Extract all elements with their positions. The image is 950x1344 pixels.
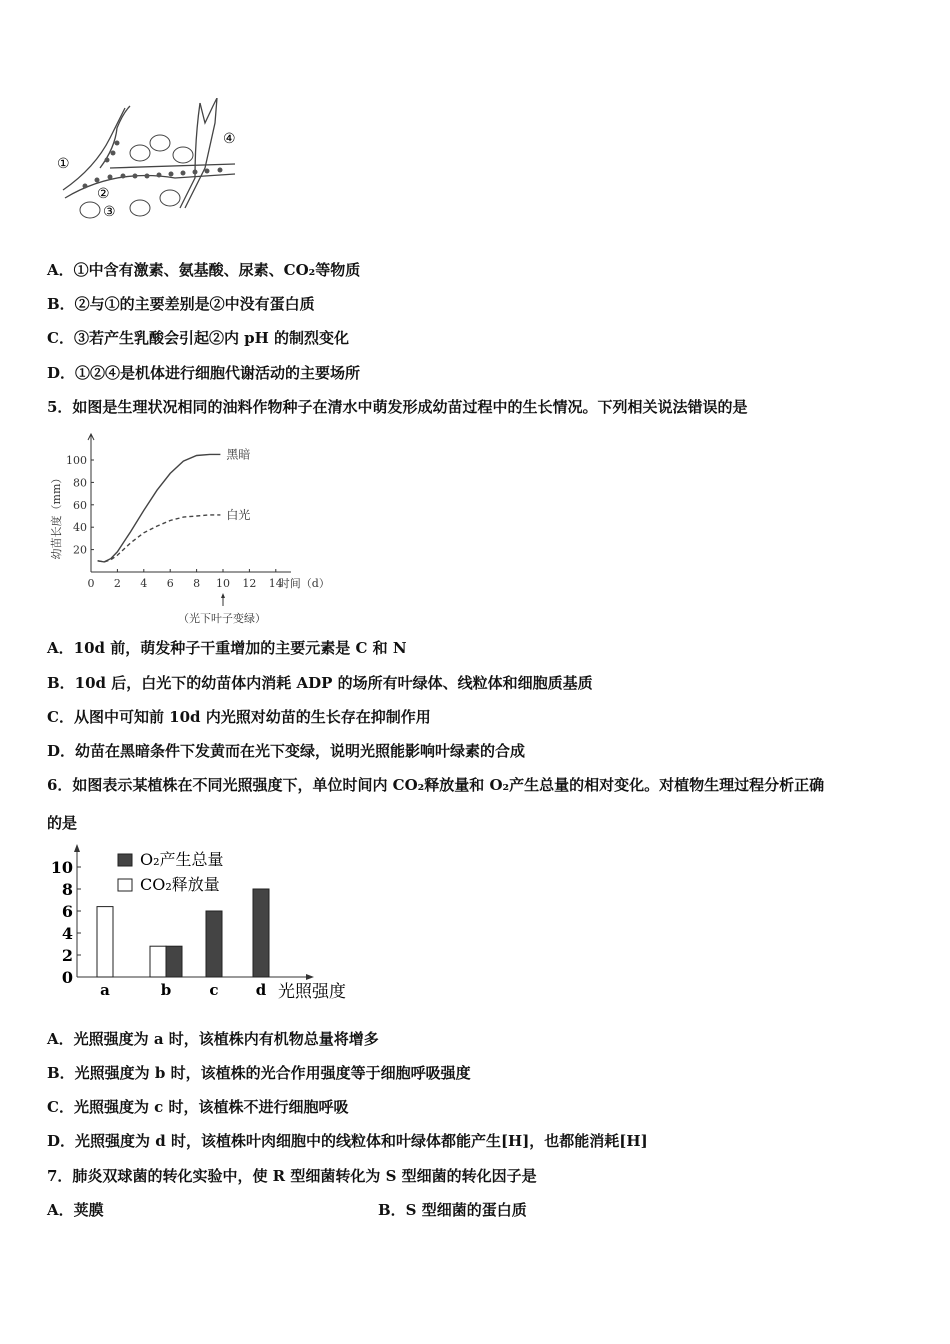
x-tick-label: 12 [242,577,257,590]
q6-option-b: B．光照强度为 b 时，该植株的光合作用强度等于细胞呼吸强度 [47,1064,471,1082]
y-tick-label: 60 [73,498,87,512]
y-axis-label: 幼苗长度（mm） [50,472,63,560]
q5-option-d: D．幼苗在黑暗条件下发黄而在光下变绿，说明光照能影响叶绿素的合成 [47,742,526,760]
q5-option-a: A．10d 前，萌发种子干重增加的主要元素是 C 和 N [47,639,407,657]
q5-option-b: B．10d 后，白光下的幼苗体内消耗 ADP 的场所有叶绿体、线粒体和细胞质基质 [47,674,593,692]
y-tick-label: 2 [61,946,73,965]
bar-o2-b [166,946,182,977]
y-axis-arrow [74,844,80,852]
q5-stem: 5．如图是生理状况相同的油料作物种子在清水中萌发形成幼苗过程中的生长情况。下列相关说法错误的是 [47,398,748,416]
q4-option-d: D．①②④是机体进行细胞代谢活动的主要场所 [47,364,361,382]
x-tick-label: 6 [166,577,174,590]
x-tick-label: a [100,981,110,999]
q4-option-a: A．①中含有激素、氨基酸、尿素、CO₂等物质 [47,261,361,279]
x-tick-label: 8 [193,577,201,590]
x-axis-arrow [306,974,314,980]
legend-swatch [118,879,132,891]
x-tick-label: 0 [87,577,95,590]
series-label: 白光 [226,507,251,522]
y-tick-label: 6 [61,902,73,921]
x-tick-label: 10 [216,577,230,590]
bar-o2-c [206,911,222,977]
legend-label: CO₂释放量 [140,875,220,894]
label-4: ④ [223,131,236,147]
y-tick-label: 0 [61,968,73,987]
q6-option-a: A．光照强度为 a 时，该植株内有机物总量将增多 [47,1030,379,1048]
q7-option-a: A．荚膜 [47,1201,104,1219]
y-tick-label: 4 [61,924,73,943]
q6-option-c: C．光照强度为 c 时，该植株不进行细胞呼吸 [47,1098,349,1116]
y-tick-label: 80 [73,476,87,490]
series-label: 黑暗 [226,447,251,462]
y-tick-label: 10 [50,858,73,877]
q6-option-d: D．光照强度为 d 时，该植株叶肉细胞中的线粒体和叶绿体都能产生[H]，也都能消耗[H] [47,1132,648,1150]
label-3: ③ [103,204,116,220]
annotation-arrowhead [221,593,225,598]
body-fluid-diagram [55,98,245,223]
x-tick-label: 2 [113,577,121,590]
y-tick-label: 20 [73,543,87,557]
light-intensity-bar-chart [40,840,360,1010]
legend-swatch [118,854,132,866]
q4-option-c: C．③若产生乳酸会引起②内 pH 的制烈变化 [47,329,350,347]
q7-option-b: B．S 型细菌的蛋白质 [378,1201,527,1219]
y-tick-label: 100 [66,454,87,467]
annotation-text: （光下叶子变绿） [178,612,266,625]
q5-option-c: C．从图中可知前 10d 内光照对幼苗的生长存在抑制作用 [47,708,431,726]
x-tick-label: d [255,981,267,999]
x-axis-label: 时间（d） [278,577,330,590]
x-tick-label: c [209,981,219,999]
seedling-growth-chart [40,428,340,628]
x-tick-label: 14 [268,577,283,590]
series-line-白光 [98,515,221,562]
label-2: ② [97,186,110,202]
x-tick-label: b [160,981,172,999]
q6-stem-line2: 的是 [47,814,78,832]
q4-option-b: B．②与①的主要差别是②中没有蛋白质 [47,295,315,313]
bar-co2-b [150,946,166,977]
x-axis-label: 光照强度 [278,982,346,1002]
label-1: ① [57,156,70,172]
bar-o2-d [253,889,269,977]
series-line-黑暗 [98,454,221,562]
legend-label: O₂产生总量 [140,850,224,869]
y-tick-label: 8 [61,880,73,899]
x-tick-label: 4 [140,577,148,590]
q6-stem-line1: 6．如图表示某植株在不同光照强度下，单位时间内 CO₂释放量和 O₂产生总量的相对变化。对植物生理过程分析正确 [47,776,825,794]
y-tick-label: 40 [73,521,87,535]
q7-stem: 7．肺炎双球菌的转化实验中，使 R 型细菌转化为 S 型细菌的转化因子是 [47,1167,537,1185]
bar-co2-a [97,907,113,977]
